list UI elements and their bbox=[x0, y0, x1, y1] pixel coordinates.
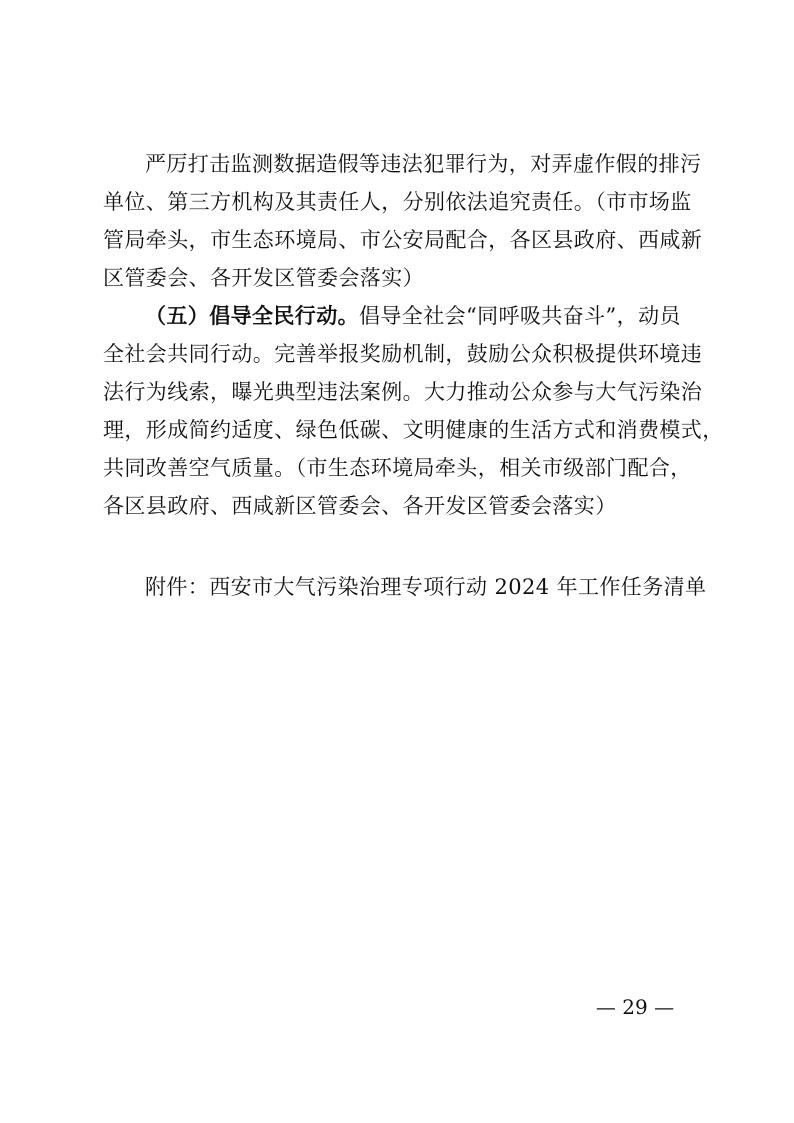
paragraph-2-line-2: 全社会共同行动。完善举报奖励机制，鼓励公众积极提供环境违 bbox=[103, 342, 703, 366]
page-number: — 29 — bbox=[595, 995, 675, 1019]
paragraph-2-line-3: 法行为线索，曝光典型违法案例。大力推动公众参与大气污染治 bbox=[103, 380, 703, 404]
paragraph-1-line-3: 管局牵头，市生态环境局、市公安局配合，各区县政府、西咸新 bbox=[103, 228, 703, 252]
document-body bbox=[103, 145, 724, 525]
paragraph-2-line-5: 共同改善空气质量。（市生态环境局牵头，相关市级部门配合， bbox=[103, 456, 692, 480]
paragraph-1-line-1: 严厉打击监测数据造假等违法犯罪行为，对弄虚作假的排污 bbox=[145, 152, 702, 176]
paragraph-1-line-4: 区管委会、各开发区管委会落实） bbox=[103, 266, 424, 290]
attachment-note: 附件：西安市大气污染治理专项行动 2024 年工作任务清单 bbox=[145, 575, 707, 599]
paragraph-1-line-2: 单位、第三方机构及其责任人，分别依法追究责任。（市市场监 bbox=[103, 190, 692, 214]
paragraph-2-line-1-text: 倡导全社会“同呼吸共奋斗”，动员 bbox=[359, 304, 681, 328]
paragraph-2-line-4: 理，形成简约适度、绿色低碳、文明健康的生活方式和消费模式， bbox=[103, 418, 724, 442]
paragraph-2-line-1 bbox=[103, 297, 696, 335]
section-heading: （五）倡导全民行动。 bbox=[145, 303, 359, 328]
paragraph-2-line-6: 各区县政府、西咸新区管委会、各开发区管委会落实） bbox=[103, 494, 617, 518]
